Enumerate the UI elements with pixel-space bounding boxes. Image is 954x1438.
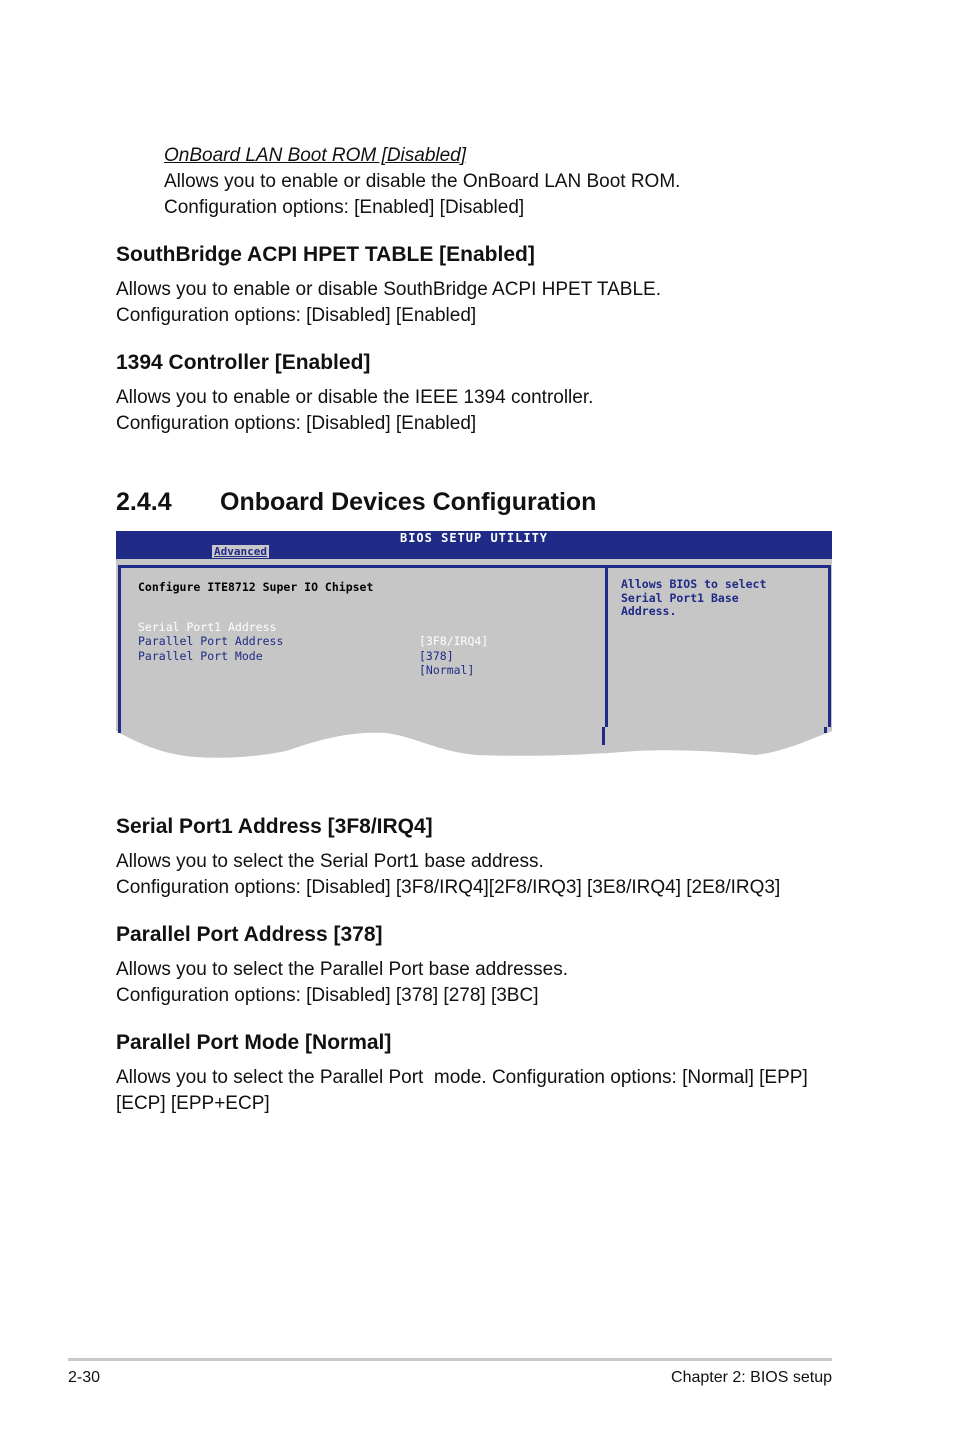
bios-tab-advanced[interactable]: Advanced [214, 545, 267, 558]
bios-help-line: Serial Port1 Base [621, 590, 739, 605]
hpet-options: Configuration options: [Disabled] [Enabled] [116, 305, 477, 326]
lan-boot-desc: Allows you to enable or disable the OnBoard LAN Boot ROM. [164, 171, 681, 192]
parallel-address-options: Configuration options: [Disabled] [378] [278] [3BC] [116, 985, 539, 1006]
parallel-mode-title: Parallel Port Mode [Normal] [116, 1031, 392, 1054]
serial-options: Configuration options: [Disabled] [3F8/IRQ4][2F8/IRQ3] [3E8/IRQ4] [2E8/IRQ3] [116, 877, 781, 898]
bios-utility-title: BIOS SETUP UTILITY [399, 531, 549, 545]
section-title: Onboard Devices Configuration [220, 488, 597, 516]
torn-edge [116, 727, 832, 763]
bios-item-label: Parallel Port Address [138, 634, 284, 648]
hpet-title: SouthBridge ACPI HPET TABLE [Enabled] [116, 243, 535, 266]
footer-rule [68, 1358, 832, 1361]
parallel-mode-desc-line1: Allows you to select the Parallel Port mode. Configuration options: [Normal] [EPP] [116, 1067, 808, 1088]
bios-help-line: Address. [621, 604, 677, 618]
bios-screenshot [116, 531, 832, 763]
lan-boot-options: Configuration options: [Enabled] [Disabled] [164, 197, 525, 218]
bios-item-value: [3F8/IRQ4] [419, 634, 489, 648]
ieee1394-options: Configuration options: [Disabled] [Enabled] [116, 413, 477, 434]
bios-item-value: [378] [419, 648, 454, 663]
footer-page-number: 2-30 [68, 1369, 101, 1386]
section-heading [116, 488, 596, 517]
bios-item-list [138, 605, 598, 677]
footer-chapter: Chapter 2: BIOS setup [671, 1369, 832, 1386]
bios-help-line: Allows BIOS to select [621, 577, 767, 591]
bios-item-value: [Normal] [419, 663, 475, 677]
serial-title: Serial Port1 Address [3F8/IRQ4] [116, 815, 433, 838]
hpet-desc: Allows you to enable or disable SouthBridge ACPI HPET TABLE. [116, 279, 661, 300]
ieee1394-desc: Allows you to enable or disable the IEEE 1394 controller. [116, 387, 594, 408]
parallel-address-desc: Allows you to select the Parallel Port base addresses. [116, 959, 569, 980]
ieee1394-title: 1394 Controller [Enabled] [116, 351, 371, 374]
parallel-mode-desc-line2: [ECP] [EPP+ECP] [116, 1093, 270, 1114]
bios-pane-heading: Configure ITE8712 Super IO Chipset [138, 580, 374, 594]
lan-boot-title: OnBoard LAN Boot ROM [Disabled] [164, 145, 467, 166]
bios-item-label: Serial Port1 Address [138, 619, 277, 634]
parallel-address-title: Parallel Port Address [378] [116, 923, 383, 946]
bios-item-label: Parallel Port Mode [138, 648, 263, 663]
serial-desc: Allows you to select the Serial Port1 base address. [116, 851, 544, 872]
section-number: 2.4.4 [116, 488, 172, 516]
